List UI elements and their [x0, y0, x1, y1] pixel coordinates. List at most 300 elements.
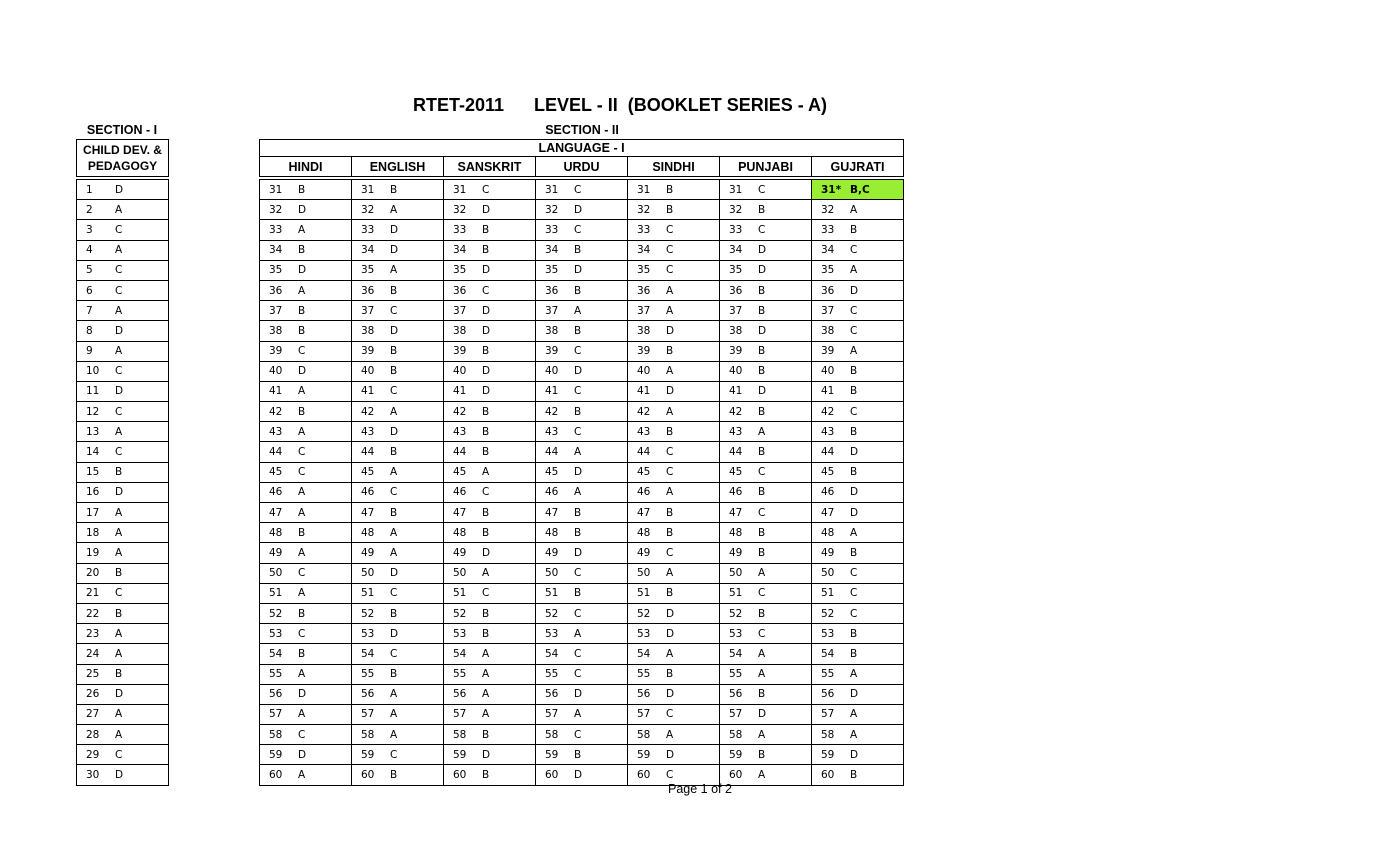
- question-number: 42: [361, 405, 375, 418]
- answer-key: D: [758, 324, 767, 337]
- question-number: 22: [86, 607, 100, 620]
- answer-cell: [812, 503, 904, 523]
- answer-key: A: [758, 769, 766, 782]
- answer-key: B: [574, 506, 582, 519]
- answer-key: B: [574, 324, 582, 337]
- answer-key: B: [298, 324, 306, 337]
- answer-cell: [536, 260, 628, 280]
- answer-cell: [352, 361, 444, 381]
- answer-key: B: [574, 748, 582, 761]
- question-number: 31: [729, 183, 743, 196]
- answer-cell: [812, 664, 904, 684]
- answer-key: C: [666, 264, 674, 277]
- answer-cell: [444, 402, 536, 422]
- question-number: 58: [453, 728, 467, 741]
- answer-cell: [720, 603, 812, 623]
- answer-cell: [444, 280, 536, 300]
- answer-key: A: [390, 466, 398, 479]
- answer-cell: [536, 301, 628, 321]
- question-number: 35: [453, 264, 467, 277]
- table-row: [77, 402, 169, 422]
- answer-cell: [352, 664, 444, 684]
- answer-key: B: [482, 244, 490, 257]
- answer-key: B: [758, 486, 766, 499]
- question-number: 33: [821, 223, 835, 236]
- table-row: [77, 321, 169, 341]
- answer-cell: [444, 644, 536, 664]
- question-number: 27: [86, 708, 100, 721]
- answer-cell: [77, 664, 169, 684]
- question-number: 56: [729, 688, 743, 701]
- table-row: [77, 583, 169, 603]
- answer-key: B: [758, 203, 766, 216]
- answer-cell: [444, 664, 536, 684]
- question-number: 37: [637, 304, 651, 317]
- answer-cell: [444, 603, 536, 623]
- answer-cell: [260, 442, 352, 462]
- answer-cell: [352, 583, 444, 603]
- answer-cell: [77, 200, 169, 220]
- answer-key: D: [574, 688, 583, 701]
- answer-cell: [260, 220, 352, 240]
- answer-key: D: [666, 748, 675, 761]
- table-row: [77, 220, 169, 240]
- question-number: 35: [545, 264, 559, 277]
- question-number: 42: [545, 405, 559, 418]
- answer-key: B: [115, 668, 123, 681]
- answer-key: A: [115, 244, 123, 257]
- answer-key: D: [574, 546, 583, 559]
- question-number: 35: [821, 264, 835, 277]
- answer-key: D: [758, 244, 767, 257]
- answer-key: B: [390, 183, 398, 196]
- answer-cell: [352, 523, 444, 543]
- question-number: 37: [729, 304, 743, 317]
- question-number: 48: [361, 526, 375, 539]
- answer-key: B: [850, 365, 858, 378]
- question-number: 49: [453, 546, 467, 559]
- question-number: 53: [545, 627, 559, 640]
- question-number: 42: [453, 405, 467, 418]
- table-row: [260, 624, 904, 644]
- answer-key: B: [298, 607, 306, 620]
- answer-cell: [536, 745, 628, 765]
- question-number: 40: [361, 365, 375, 378]
- answer-cell: [720, 462, 812, 482]
- question-number: 36: [453, 284, 467, 297]
- answer-cell: [720, 563, 812, 583]
- answer-cell: [77, 503, 169, 523]
- question-number: 43: [361, 425, 375, 438]
- answer-cell: [352, 422, 444, 442]
- answer-key: A: [298, 708, 306, 721]
- answer-key: B: [390, 668, 398, 681]
- question-number: 51: [729, 587, 743, 600]
- table-row: [260, 260, 904, 280]
- answer-cell: [352, 402, 444, 422]
- section-2-label: SECTION - II: [545, 123, 619, 137]
- answer-key: A: [115, 546, 123, 559]
- answer-cell: [720, 341, 812, 361]
- question-number: 47: [269, 506, 283, 519]
- answer-cell: [77, 260, 169, 280]
- answer-cell: [444, 240, 536, 260]
- table-row: [260, 180, 904, 200]
- answer-cell: [628, 523, 720, 543]
- answer-key: B: [850, 627, 858, 640]
- table-row: [77, 664, 169, 684]
- question-number: 50: [453, 567, 467, 580]
- answer-key: D: [482, 264, 491, 277]
- answer-cell: [77, 684, 169, 704]
- question-number: 31: [545, 183, 559, 196]
- column-header-punjabi: PUNJABI: [720, 157, 812, 177]
- question-number: 3: [86, 223, 93, 236]
- table-row: [260, 442, 904, 462]
- question-number: 35: [269, 264, 283, 277]
- answer-cell: [628, 462, 720, 482]
- language-columns-header: [260, 157, 904, 177]
- answer-cell: [77, 765, 169, 785]
- answer-cell: [628, 220, 720, 240]
- answer-key: C: [666, 708, 674, 721]
- question-number: 56: [361, 688, 375, 701]
- answer-cell: [536, 644, 628, 664]
- answer-cell: [628, 482, 720, 502]
- question-number: 52: [545, 607, 559, 620]
- answer-cell: [352, 684, 444, 704]
- answer-cell: [352, 200, 444, 220]
- answer-key: D: [298, 365, 307, 378]
- answer-key: A: [115, 203, 123, 216]
- answer-key: D: [850, 506, 859, 519]
- table-row: [260, 341, 904, 361]
- question-number: 57: [453, 708, 467, 721]
- question-number: 32: [269, 203, 283, 216]
- answer-cell: [812, 280, 904, 300]
- answer-key: A: [115, 647, 123, 660]
- answer-key: B: [390, 506, 398, 519]
- question-number: 57: [729, 708, 743, 721]
- answer-key: B: [666, 203, 674, 216]
- question-number: 15: [86, 466, 100, 479]
- answer-cell: [77, 301, 169, 321]
- answer-cell: [77, 725, 169, 745]
- question-number: 50: [637, 567, 651, 580]
- answer-cell: [77, 422, 169, 442]
- question-number: 34: [269, 244, 283, 257]
- answer-cell: [536, 341, 628, 361]
- answer-cell: [628, 301, 720, 321]
- answer-key: B: [758, 546, 766, 559]
- answer-cell: [628, 745, 720, 765]
- question-number: 32: [453, 203, 467, 216]
- question-number: 38: [453, 324, 467, 337]
- answer-key: B: [298, 183, 306, 196]
- answer-key: D: [115, 769, 124, 782]
- answer-key: D: [298, 748, 307, 761]
- question-number: 38: [269, 324, 283, 337]
- answer-key: C: [666, 466, 674, 479]
- answer-cell: [444, 321, 536, 341]
- question-number: 47: [729, 506, 743, 519]
- answer-cell: [260, 583, 352, 603]
- table-row: [77, 603, 169, 623]
- answer-cell: [536, 200, 628, 220]
- answer-cell: [720, 583, 812, 603]
- question-number: 38: [545, 324, 559, 337]
- answer-key: B: [390, 365, 398, 378]
- table-row: [260, 280, 904, 300]
- answer-cell: [720, 684, 812, 704]
- question-number: 48: [269, 526, 283, 539]
- answer-key: A: [115, 506, 123, 519]
- section-1-answer-table: [76, 139, 169, 786]
- answer-cell: [77, 341, 169, 361]
- answer-key: B: [482, 405, 490, 418]
- answer-key: C: [115, 264, 123, 277]
- question-number: 49: [545, 546, 559, 559]
- answer-key: A: [666, 567, 674, 580]
- question-number: 41: [821, 385, 835, 398]
- answer-cell: [628, 402, 720, 422]
- section-2-answer-table: [259, 139, 904, 786]
- question-number: 6: [86, 284, 93, 297]
- answer-key: C: [574, 647, 582, 660]
- answer-key: C: [298, 446, 306, 459]
- answer-key: C: [482, 587, 490, 600]
- answer-key: D: [115, 324, 124, 337]
- answer-cell: [628, 442, 720, 462]
- answer-cell: [812, 361, 904, 381]
- answer-key: C: [850, 324, 858, 337]
- question-number: 37: [453, 304, 467, 317]
- table-row: [77, 301, 169, 321]
- question-number: 53: [453, 627, 467, 640]
- answer-key: B: [758, 607, 766, 620]
- answer-key: A: [482, 466, 490, 479]
- answer-key: D: [758, 708, 767, 721]
- answer-key: A: [666, 728, 674, 741]
- question-number: 31: [453, 183, 467, 196]
- question-number: 29: [86, 748, 100, 761]
- answer-key: A: [850, 264, 858, 277]
- answer-key: D: [390, 627, 399, 640]
- answer-key: D: [666, 385, 675, 398]
- question-number: 51: [637, 587, 651, 600]
- answer-key: C: [758, 506, 766, 519]
- question-number: 52: [729, 607, 743, 620]
- answer-cell: [77, 745, 169, 765]
- answer-key: B: [574, 405, 582, 418]
- question-number: 60: [821, 769, 835, 782]
- answer-cell: [628, 704, 720, 724]
- question-number: 44: [361, 446, 375, 459]
- question-number: 25: [86, 668, 100, 681]
- answer-cell: [720, 422, 812, 442]
- answer-key: C: [666, 769, 674, 782]
- answer-key: D: [666, 324, 675, 337]
- answer-cell: [352, 725, 444, 745]
- answer-key: C: [482, 284, 490, 297]
- answer-cell: [444, 180, 536, 200]
- table-row: [77, 563, 169, 583]
- answer-cell: [77, 361, 169, 381]
- answer-cell: [720, 503, 812, 523]
- question-number: 46: [637, 486, 651, 499]
- answer-cell: [812, 402, 904, 422]
- answer-cell: [720, 704, 812, 724]
- question-number: 54: [269, 647, 283, 660]
- answer-key: B: [758, 405, 766, 418]
- answer-key: C: [574, 385, 582, 398]
- answer-key: D: [390, 425, 399, 438]
- answer-cell: [352, 644, 444, 664]
- answer-key: A: [758, 647, 766, 660]
- answer-cell: [352, 220, 444, 240]
- question-number: 33: [729, 223, 743, 236]
- table-row: [260, 704, 904, 724]
- table-row: [77, 422, 169, 442]
- question-number: 11: [86, 385, 100, 398]
- question-number: 46: [729, 486, 743, 499]
- question-number: 46: [821, 486, 835, 499]
- question-number: 36: [729, 284, 743, 297]
- answer-key: B: [758, 304, 766, 317]
- answer-key: B: [482, 526, 490, 539]
- answer-cell: [260, 563, 352, 583]
- table-row: [260, 583, 904, 603]
- question-number: 56: [821, 688, 835, 701]
- answer-cell: [812, 725, 904, 745]
- answer-cell: [628, 361, 720, 381]
- question-number: 59: [821, 748, 835, 761]
- question-number: 31: [637, 183, 651, 196]
- answer-key: C: [850, 304, 858, 317]
- question-number: 54: [545, 647, 559, 660]
- table-row: [77, 523, 169, 543]
- answer-key: B: [298, 244, 306, 257]
- answer-cell: [812, 442, 904, 462]
- answer-key: B: [390, 345, 398, 358]
- table-row: [260, 361, 904, 381]
- answer-key: A: [298, 385, 306, 398]
- answer-key: B: [666, 668, 674, 681]
- answer-key: C: [115, 405, 123, 418]
- answer-cell: [260, 361, 352, 381]
- answer-cell: [720, 482, 812, 502]
- answer-key: B: [574, 587, 582, 600]
- question-number: 60: [545, 769, 559, 782]
- answer-cell: [260, 725, 352, 745]
- question-number: 33: [637, 223, 651, 236]
- answer-key: A: [850, 708, 858, 721]
- question-number: 53: [361, 627, 375, 640]
- answer-cell: [812, 422, 904, 442]
- answer-cell: [352, 603, 444, 623]
- answer-cell: [260, 301, 352, 321]
- question-number: 48: [453, 526, 467, 539]
- question-number: 31*: [821, 183, 842, 196]
- answer-cell: [260, 603, 352, 623]
- answer-key: B: [482, 506, 490, 519]
- answer-cell: [352, 765, 444, 785]
- answer-cell: [77, 220, 169, 240]
- question-number: 51: [821, 587, 835, 600]
- answer-key: B: [390, 446, 398, 459]
- answer-key: A: [574, 486, 582, 499]
- answer-key: A: [298, 668, 306, 681]
- answer-key: B: [850, 647, 858, 660]
- answer-key: A: [298, 425, 306, 438]
- answer-key: C: [298, 466, 306, 479]
- answer-cell: [628, 644, 720, 664]
- answer-key: A: [115, 304, 123, 317]
- question-number: 58: [545, 728, 559, 741]
- answer-cell: [77, 402, 169, 422]
- question-number: 47: [361, 506, 375, 519]
- answer-key: A: [482, 688, 490, 701]
- answer-cell: [352, 563, 444, 583]
- question-number: 26: [86, 688, 100, 701]
- question-number: 47: [637, 506, 651, 519]
- answer-cell: [720, 442, 812, 462]
- answer-cell: [444, 704, 536, 724]
- question-number: 52: [361, 607, 375, 620]
- answer-key: C: [574, 607, 582, 620]
- answer-cell: [260, 664, 352, 684]
- question-number: 45: [637, 466, 651, 479]
- answer-cell: [536, 361, 628, 381]
- question-number: 60: [453, 769, 467, 782]
- question-number: 58: [729, 728, 743, 741]
- answer-cell: [260, 523, 352, 543]
- answer-cell: [77, 180, 169, 200]
- question-number: 44: [269, 446, 283, 459]
- answer-cell: [536, 402, 628, 422]
- answer-cell: [720, 220, 812, 240]
- answer-cell: [812, 220, 904, 240]
- question-number: 44: [729, 446, 743, 459]
- answer-cell: [77, 583, 169, 603]
- level-name: LEVEL - II (BOOKLET SERIES - A): [534, 95, 828, 115]
- question-number: 46: [453, 486, 467, 499]
- answer-key: C: [758, 223, 766, 236]
- answer-cell: [720, 725, 812, 745]
- answer-key: B: [298, 405, 306, 418]
- answer-cell: [812, 260, 904, 280]
- answer-cell: [260, 765, 352, 785]
- answer-cell: [352, 482, 444, 502]
- answer-key: A: [115, 627, 123, 640]
- answer-key: A: [850, 668, 858, 681]
- question-number: 37: [361, 304, 375, 317]
- table-row: [260, 563, 904, 583]
- answer-key: A: [482, 567, 490, 580]
- question-number: 60: [637, 769, 651, 782]
- table-row: [260, 462, 904, 482]
- answer-cell: [628, 684, 720, 704]
- answer-key: A: [666, 284, 674, 297]
- answer-cell: [812, 745, 904, 765]
- answer-cell: [444, 260, 536, 280]
- table-row: [77, 624, 169, 644]
- question-number: 36: [361, 284, 375, 297]
- answer-key: C: [574, 425, 582, 438]
- table-row: [260, 422, 904, 442]
- answer-cell: [720, 745, 812, 765]
- answer-key: A: [115, 345, 123, 358]
